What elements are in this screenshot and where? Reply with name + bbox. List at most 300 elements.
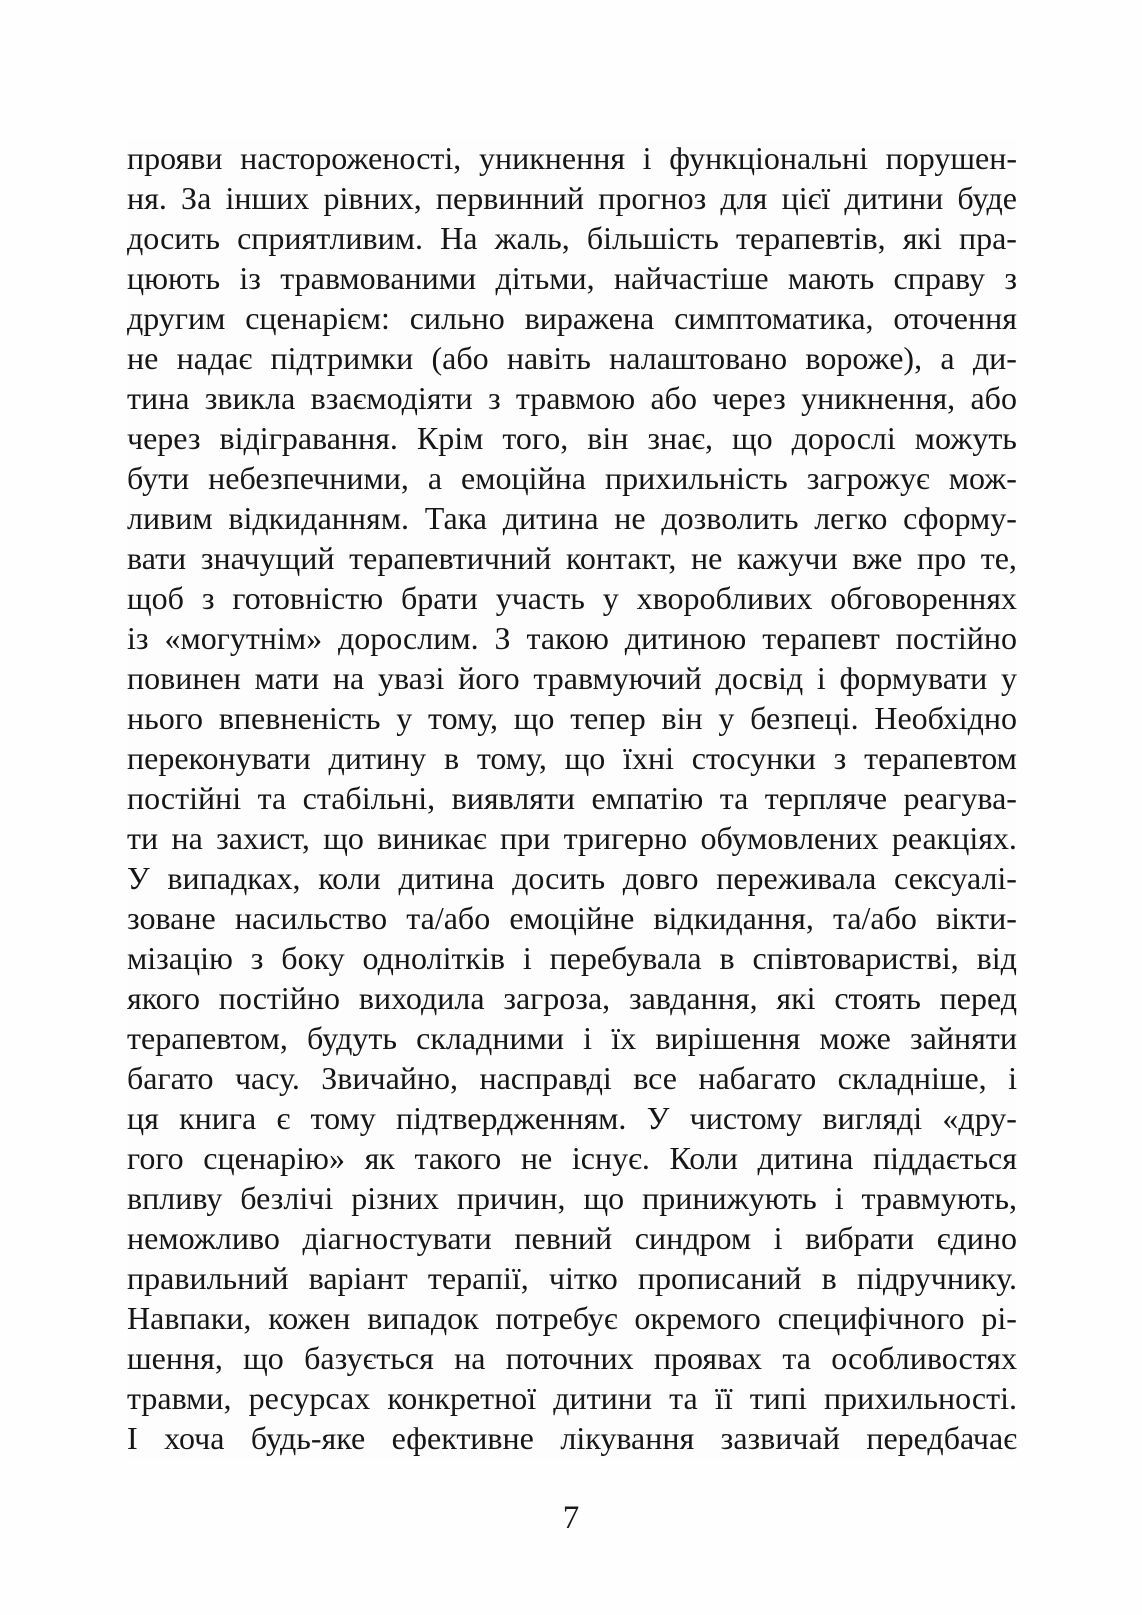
word: звикла	[204, 380, 296, 416]
word: з	[1004, 260, 1017, 296]
word: У	[646, 1100, 670, 1136]
word: цієї	[781, 180, 831, 216]
word: другим	[127, 300, 226, 336]
word: в	[443, 740, 460, 776]
word: ця	[127, 1100, 159, 1136]
word: із	[239, 260, 261, 296]
text-line	[127, 218, 1017, 258]
word: дитини	[553, 1380, 653, 1416]
word: на	[454, 1340, 486, 1376]
word: такою	[526, 620, 609, 656]
word: мож-	[948, 460, 1017, 496]
word: сценарієм:	[245, 300, 390, 336]
word: не	[614, 500, 646, 536]
word: прихильність	[604, 460, 788, 496]
word: чітко	[548, 1260, 618, 1296]
text-line	[127, 818, 1017, 858]
word: неможливо	[127, 1220, 280, 1256]
text-line	[127, 1138, 1017, 1178]
word: значущий	[200, 540, 335, 576]
word: травмованими	[280, 260, 477, 296]
word: дозволить	[661, 500, 799, 536]
word: сценарію»	[203, 1140, 345, 1176]
word: складніше,	[837, 1060, 987, 1096]
word: з	[833, 740, 847, 776]
word: проявах	[653, 1340, 763, 1376]
word: мати	[254, 660, 320, 696]
word: стабільні,	[302, 780, 436, 816]
word: виявляти	[451, 780, 576, 816]
word: в	[719, 940, 735, 976]
word: вибрати	[805, 1220, 915, 1256]
word: ресурсах	[248, 1380, 371, 1416]
word: окремого	[634, 1300, 761, 1336]
word: постійні	[127, 780, 242, 816]
word: впевненість	[218, 700, 381, 736]
word: однолітків	[362, 940, 505, 976]
word: терапевтичний	[349, 540, 552, 576]
word: на	[171, 820, 203, 856]
word: її	[714, 1380, 733, 1416]
word: рі-	[981, 1300, 1017, 1336]
word: піддається	[872, 1140, 1017, 1176]
word: сприятливим.	[237, 220, 424, 256]
word: легко	[814, 500, 888, 536]
word: зоване	[127, 900, 216, 936]
word: зайняти	[910, 1020, 1017, 1056]
word: Така	[424, 500, 487, 536]
text-line	[127, 698, 1017, 738]
word: дитину	[328, 740, 427, 776]
page-number: 7	[562, 1500, 580, 1536]
word: реагува-	[903, 780, 1017, 816]
word: ти	[127, 820, 159, 856]
word: та/або	[832, 900, 917, 936]
word: перебувала	[549, 940, 702, 976]
word: функціональні	[669, 140, 869, 176]
word: принижують	[642, 1180, 817, 1216]
word: будуть	[307, 1020, 397, 1056]
word: насправді	[479, 1060, 612, 1096]
word: прописаний	[637, 1260, 802, 1296]
word: або	[650, 380, 697, 416]
word: набагато	[698, 1060, 817, 1096]
word: співтоваристві,	[752, 940, 959, 976]
word: через	[127, 420, 201, 456]
word: уникнення,	[801, 380, 956, 416]
word: від	[976, 940, 1017, 976]
word: насильство	[234, 900, 388, 936]
word: може	[819, 1020, 891, 1056]
word: тому	[310, 1100, 376, 1136]
word: не	[520, 1140, 553, 1176]
word: вже	[852, 540, 903, 576]
word: із	[127, 620, 149, 656]
word: досвід	[715, 660, 804, 696]
word: безлічі	[240, 1180, 334, 1216]
word: емоційне	[509, 900, 635, 936]
text-line	[127, 1338, 1017, 1378]
word: рівних,	[323, 180, 422, 216]
word: прогноз	[598, 180, 707, 216]
text-line	[127, 778, 1017, 818]
word: стоять	[834, 980, 921, 1016]
word: що	[243, 1340, 284, 1376]
word: сильно	[409, 300, 505, 336]
word: кажучи	[736, 540, 838, 576]
word: будь-яке	[250, 1420, 366, 1456]
word: того,	[502, 420, 569, 456]
word: перед	[939, 980, 1017, 1016]
word: брати	[401, 580, 478, 616]
word: та	[719, 780, 749, 816]
text-line	[127, 338, 1017, 378]
word: уникнення	[478, 140, 626, 176]
word: та/або	[406, 900, 491, 936]
word: справу	[893, 260, 986, 296]
word: буде	[957, 180, 1017, 216]
word: обговореннях	[830, 580, 1017, 616]
word: вигляді	[822, 1100, 923, 1136]
word: постійно	[895, 620, 1017, 656]
word: терапевтів,	[735, 220, 886, 256]
word: досить	[512, 860, 606, 896]
word: якого	[127, 980, 200, 1016]
word: З	[494, 620, 511, 656]
word: ефективне	[391, 1420, 534, 1456]
word: реакціях.	[891, 820, 1017, 856]
word: прояви	[127, 140, 223, 176]
word: з	[250, 940, 264, 976]
text-line	[127, 1218, 1017, 1258]
word: терпляче	[764, 780, 888, 816]
word: вирішення	[655, 1020, 801, 1056]
word: «могутнім»	[164, 620, 323, 656]
text-line	[127, 1098, 1017, 1138]
word: терапевт	[762, 620, 880, 656]
text-line	[127, 1178, 1017, 1218]
word: завдання,	[628, 980, 758, 1016]
word: емоційна	[461, 460, 586, 496]
word: їх	[611, 1020, 637, 1056]
word: підручнику.	[856, 1260, 1017, 1296]
word: і	[642, 140, 652, 176]
word: сексуалі-	[894, 860, 1017, 896]
word: специфічного	[777, 1300, 965, 1336]
word: мізацію	[127, 940, 233, 976]
word: тина	[127, 380, 190, 416]
word: жаль,	[494, 220, 570, 256]
text-line	[127, 418, 1017, 458]
word: найчастіше	[613, 260, 769, 296]
word: виражена	[524, 300, 655, 336]
word: шення,	[127, 1340, 223, 1376]
word: стосунки	[691, 740, 816, 776]
text-line	[127, 1018, 1017, 1058]
word: увазі	[377, 660, 445, 696]
word: безпеці.	[750, 700, 859, 736]
text-line	[127, 138, 1017, 178]
word: про	[916, 540, 967, 576]
word: з	[487, 380, 501, 416]
text-line	[127, 858, 1017, 898]
word: причин,	[456, 1180, 566, 1216]
word: обумовлених	[700, 820, 879, 856]
word: він	[587, 420, 629, 456]
word: контакт,	[566, 540, 677, 576]
word: що	[732, 420, 773, 456]
word: цюють	[127, 260, 221, 296]
word: правильний	[127, 1260, 289, 1296]
word: дитина	[502, 500, 599, 536]
word: бути	[127, 460, 190, 496]
word: довго	[622, 860, 699, 896]
text-line	[127, 258, 1017, 298]
word: такого	[414, 1140, 502, 1176]
word: настороженості,	[240, 140, 462, 176]
word: ди-	[972, 340, 1017, 376]
word: він	[661, 700, 703, 736]
word: при	[500, 820, 551, 856]
word: симптоматика,	[674, 300, 874, 336]
text-line	[127, 938, 1017, 978]
word: та	[257, 780, 287, 816]
word: поточних	[505, 1340, 634, 1376]
word: боку	[281, 940, 345, 976]
word: мають	[787, 260, 875, 296]
word: і	[773, 1220, 783, 1256]
word: навіть	[506, 340, 591, 376]
word: дитиною	[624, 620, 747, 656]
word: дорослим.	[337, 620, 479, 656]
word: базується	[304, 1340, 434, 1376]
word: За	[181, 180, 212, 216]
word: на	[332, 660, 365, 696]
text-line	[127, 658, 1017, 698]
text-line	[127, 1258, 1017, 1298]
word: первинний	[435, 180, 584, 216]
word: повинен	[127, 660, 241, 696]
word: терапії,	[427, 1260, 529, 1296]
word: дорослі	[791, 420, 896, 456]
word: у	[396, 700, 413, 736]
word: які	[776, 980, 816, 1016]
word: підтвердженням.	[396, 1100, 627, 1136]
word: тому,	[428, 700, 499, 736]
word: надає	[176, 340, 253, 376]
word: дитина	[398, 860, 495, 896]
word: травми,	[127, 1380, 232, 1416]
word: лікування	[560, 1420, 695, 1456]
text-line	[127, 458, 1017, 498]
word: щоб	[127, 580, 184, 616]
text-line	[127, 618, 1017, 658]
word: пра-	[958, 220, 1017, 256]
word: більшість	[586, 220, 719, 256]
word: небезпечними,	[208, 460, 409, 496]
word: чистому	[689, 1100, 803, 1136]
word: конкретної	[387, 1380, 537, 1416]
word: відігравання.	[219, 420, 398, 456]
word: вороже),	[805, 340, 923, 376]
word: формувати	[839, 660, 988, 696]
word: що	[583, 1180, 625, 1216]
word: Навпаки,	[127, 1300, 252, 1336]
word: «дру-	[942, 1100, 1017, 1136]
word: для	[720, 180, 768, 216]
text-line	[127, 738, 1017, 778]
word: випадок	[367, 1300, 479, 1336]
text-line	[127, 898, 1017, 938]
word: переживала	[716, 860, 877, 896]
word: все	[633, 1060, 677, 1096]
word: впливу	[127, 1180, 223, 1216]
word: випадках,	[167, 860, 301, 896]
word: тригерно	[563, 820, 688, 856]
word: гого	[127, 1140, 184, 1176]
word: те,	[980, 540, 1017, 576]
word: переконувати	[127, 740, 311, 776]
word: взаємодіяти	[310, 380, 473, 416]
word: та	[782, 1340, 811, 1376]
word: емпатію	[591, 780, 704, 816]
word: (або	[431, 340, 489, 376]
word: у	[602, 580, 619, 616]
word: передбачає	[866, 1420, 1017, 1456]
word: Коли	[669, 1140, 738, 1176]
word: участь	[495, 580, 585, 616]
word: ливим	[127, 500, 213, 536]
word: тепер	[570, 700, 646, 736]
word: підтримки	[270, 340, 414, 376]
word: різних	[351, 1180, 439, 1216]
word: і	[816, 660, 826, 696]
word: готовністю	[232, 580, 384, 616]
word: багато	[127, 1060, 214, 1096]
text-line	[127, 498, 1017, 538]
word: як	[364, 1140, 395, 1176]
word: типі	[749, 1380, 807, 1416]
word: через	[712, 380, 786, 416]
word: є	[276, 1100, 291, 1136]
word: терапевтом	[864, 740, 1017, 776]
word: певний	[514, 1220, 613, 1256]
word: У	[127, 860, 150, 896]
word: що	[513, 700, 555, 736]
word: хворобливих	[636, 580, 813, 616]
word: нього	[127, 700, 204, 736]
word: загроза,	[503, 980, 611, 1016]
word: його	[458, 660, 520, 696]
word: часу.	[234, 1060, 300, 1096]
word: тому,	[476, 740, 547, 776]
word: і	[522, 940, 532, 976]
word: оточення	[893, 300, 1017, 336]
word: терапевтом,	[127, 1020, 288, 1056]
word: і	[834, 1180, 844, 1216]
word: з	[201, 580, 215, 616]
word: або	[970, 380, 1017, 416]
word: кожен	[268, 1300, 351, 1336]
word: їхні	[623, 740, 674, 776]
word: постійно	[218, 980, 341, 1016]
word: не	[690, 540, 723, 576]
word: сформу-	[903, 500, 1017, 536]
word: у	[718, 700, 735, 736]
word: виникає	[377, 820, 487, 856]
word: а	[427, 460, 443, 496]
text-line	[127, 978, 1017, 1018]
word: можуть	[914, 420, 1017, 456]
word: і	[1008, 1060, 1017, 1096]
word: дитина	[757, 1140, 854, 1176]
text-line	[127, 1298, 1017, 1338]
word: складними	[416, 1020, 564, 1056]
word: вати	[127, 540, 187, 576]
word: загрожує	[806, 460, 930, 496]
text-line	[127, 298, 1017, 338]
word: вікти-	[936, 900, 1017, 936]
text-line	[127, 578, 1017, 618]
word: травмуючий	[533, 660, 702, 696]
word: в	[821, 1260, 837, 1296]
word: захист,	[216, 820, 310, 856]
word: потребує	[495, 1300, 618, 1336]
text-line	[127, 1378, 1017, 1418]
word: дітьми,	[495, 260, 595, 296]
word: І	[127, 1420, 138, 1456]
word: існує.	[571, 1140, 650, 1176]
word: коли	[318, 860, 381, 896]
word: та	[669, 1380, 698, 1416]
word: не	[127, 340, 159, 376]
word: дитини	[844, 180, 944, 216]
text-line	[127, 178, 1017, 218]
word: На	[440, 220, 478, 256]
text-line	[127, 1418, 1017, 1458]
word: а	[940, 340, 955, 376]
word: хоча	[164, 1420, 225, 1456]
word: особливостях	[831, 1340, 1017, 1376]
word: Необхідно	[874, 700, 1017, 736]
word: налаштовано	[609, 340, 788, 376]
word: ня.	[127, 180, 167, 216]
word: Крім	[416, 420, 484, 456]
word: порушен-	[885, 140, 1017, 176]
word: варіант	[308, 1260, 408, 1296]
text-line	[127, 1058, 1017, 1098]
word: що	[323, 820, 364, 856]
word: прихильності.	[824, 1380, 1017, 1416]
word: знає,	[647, 420, 714, 456]
word: Звичайно,	[321, 1060, 459, 1096]
word: єдино	[936, 1220, 1017, 1256]
word: діагностувати	[302, 1220, 492, 1256]
word: зазвичай	[720, 1420, 840, 1456]
text-line	[127, 538, 1017, 578]
word: які	[902, 220, 942, 256]
word: синдром	[634, 1220, 752, 1256]
word: травмою	[515, 380, 636, 416]
word: що	[564, 740, 606, 776]
text-line	[127, 378, 1017, 418]
word: книга	[179, 1100, 257, 1136]
word: інших	[225, 180, 310, 216]
word: досить	[127, 220, 220, 256]
word: виходила	[358, 980, 485, 1016]
word: відкидання,	[653, 900, 814, 936]
word: відкиданням.	[228, 500, 409, 536]
